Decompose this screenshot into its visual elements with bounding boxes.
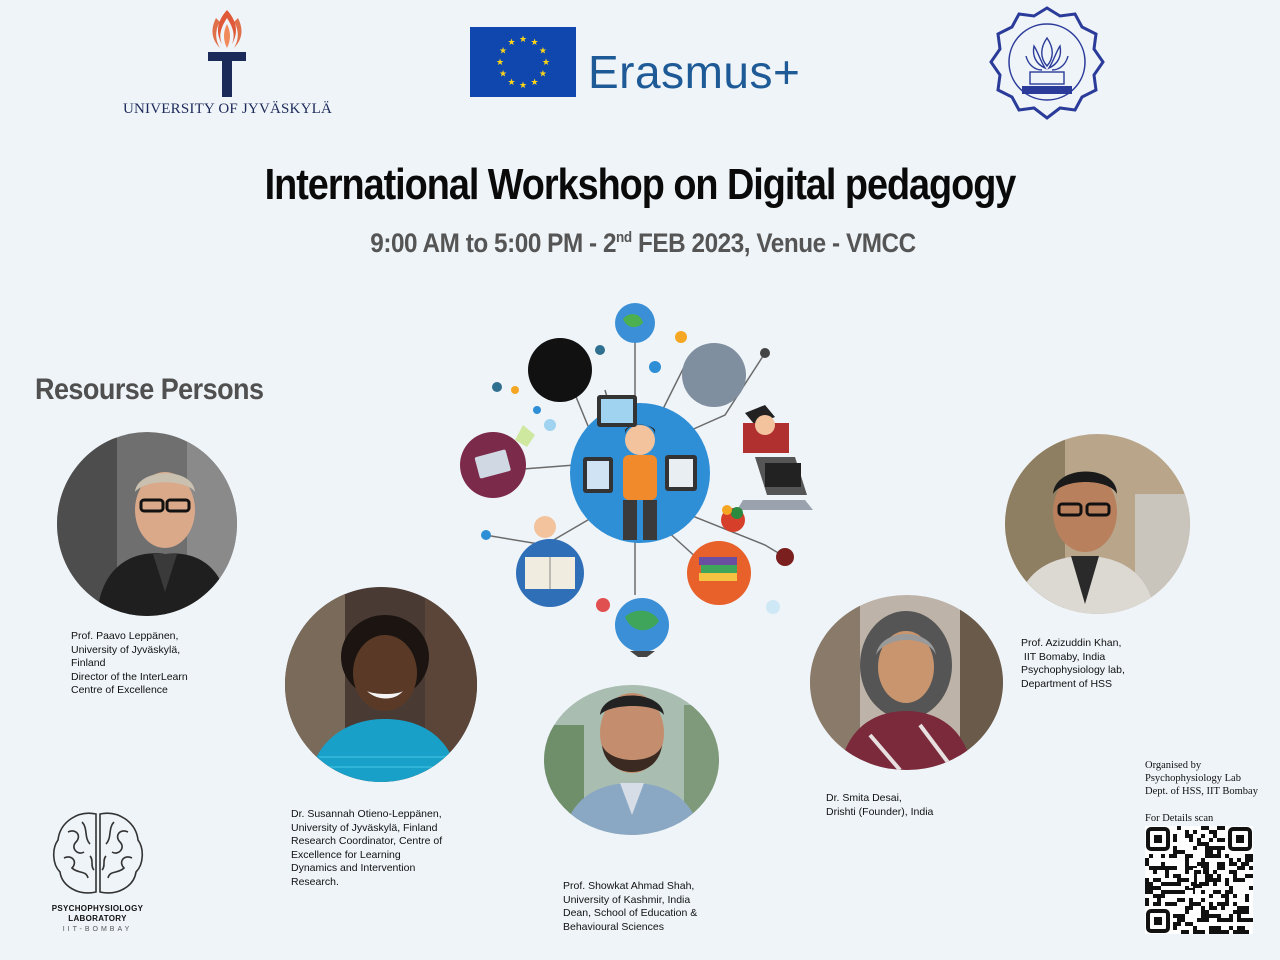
event-schedule — [64, 228, 1221, 259]
lab-name-line1: PSYCHOPHYSIOLOGY — [51, 904, 144, 913]
caption-line: Excellence for Learning — [291, 848, 401, 861]
caption-showkat — [563, 880, 697, 934]
caption-line: Behavioural Sciences — [563, 920, 664, 933]
erasmus-wordmark: Erasmus+ — [588, 46, 801, 98]
caption-line: Department of HSS — [1021, 677, 1113, 690]
photo-susannah-otieno-leppanen — [285, 587, 477, 782]
caption-line: University of Jyväskylä, — [71, 643, 181, 656]
caption-line: Research. — [291, 875, 339, 888]
svg-text:★: ★ — [530, 76, 539, 87]
caption-line: Psychophysiology lab, — [1021, 664, 1125, 677]
organiser-line: Dept. of HSS, IIT Bombay — [1145, 786, 1258, 797]
torch-icon — [202, 6, 252, 101]
organiser-line: Psychophysiology Lab — [1145, 773, 1241, 784]
resource-persons-heading: Resourse Persons — [35, 373, 264, 406]
caption-line: Dynamics and Intervention — [291, 862, 416, 875]
jyu-name: UNIVERSITY OF JYVÄSKYLÄ — [122, 101, 333, 117]
iitb-seal-icon — [982, 2, 1112, 126]
svg-text:★: ★ — [518, 80, 528, 90]
svg-text:★: ★ — [518, 34, 528, 44]
svg-text:★: ★ — [541, 57, 551, 67]
caption-line: Research Coordinator, Centre of — [291, 835, 443, 848]
caption-line: Finland — [71, 657, 106, 670]
qr-code[interactable] — [1145, 826, 1253, 934]
organiser-line: Organised by — [1145, 760, 1202, 771]
digital-learning-illustration — [455, 295, 825, 665]
iitb-logo — [982, 2, 1112, 126]
svg-text:★: ★ — [530, 37, 539, 48]
svg-text:★: ★ — [495, 57, 505, 67]
lab-institute: IIT-BOMBAY — [62, 926, 133, 933]
erasmus-logo — [470, 27, 830, 99]
caption-susannah — [291, 808, 442, 890]
svg-text:★: ★ — [538, 68, 547, 79]
caption-line: Prof. Paavo Leppänen, — [71, 630, 179, 642]
svg-text:★: ★ — [538, 45, 547, 56]
organiser-info — [1145, 759, 1258, 798]
caption-line: Dr. Susannah Otieno-Leppänen, — [291, 808, 442, 820]
lab-name-line2: LABORATORY — [68, 914, 127, 923]
caption-line: University of Jyväskylä, Finland — [291, 821, 438, 834]
caption-line: IIT Bomaby, India — [1021, 650, 1106, 663]
svg-text:★: ★ — [499, 45, 508, 56]
jyu-logo — [120, 6, 335, 121]
lab-name — [40, 904, 155, 924]
caption-line: Prof. Showkat Ahmad Shah, — [563, 880, 695, 892]
event-title: International Workshop on Digital pedagogy — [264, 160, 1016, 209]
photo-paavo-leppanen — [57, 432, 237, 616]
caption-line: Dr. Smita Desai, — [826, 792, 902, 804]
caption-line: Drishti (Founder), India — [826, 805, 934, 818]
caption-line: Centre of Excellence — [71, 684, 168, 697]
caption-azizuddin — [1021, 637, 1125, 691]
photo-azizuddin-khan — [1005, 434, 1190, 614]
caption-line: Prof. Azizuddin Khan, — [1021, 637, 1122, 649]
brain-icon — [48, 808, 148, 900]
svg-text:★: ★ — [507, 37, 516, 48]
photo-smita-desai — [810, 595, 1003, 770]
svg-text:★: ★ — [507, 76, 516, 87]
psychophysiology-lab-logo — [40, 808, 155, 938]
caption-line: Director of the InterLearn — [71, 670, 188, 683]
details-scan-label: For Details scan — [1145, 813, 1214, 824]
event-date-venue: FEB 2023, Venue - VMCC — [631, 228, 916, 258]
caption-smita — [826, 792, 933, 819]
svg-text:★: ★ — [499, 68, 508, 79]
caption-line: Dean, School of Education & — [563, 907, 698, 920]
caption-paavo — [71, 630, 188, 698]
date-suffix: nd — [616, 229, 632, 246]
photo-showkat-ahmad-shah — [544, 685, 719, 835]
event-time: 9:00 AM to 5:00 PM - 2 — [370, 228, 617, 258]
eu-flag-icon — [470, 27, 576, 97]
caption-line: University of Kashmir, India — [563, 893, 691, 906]
